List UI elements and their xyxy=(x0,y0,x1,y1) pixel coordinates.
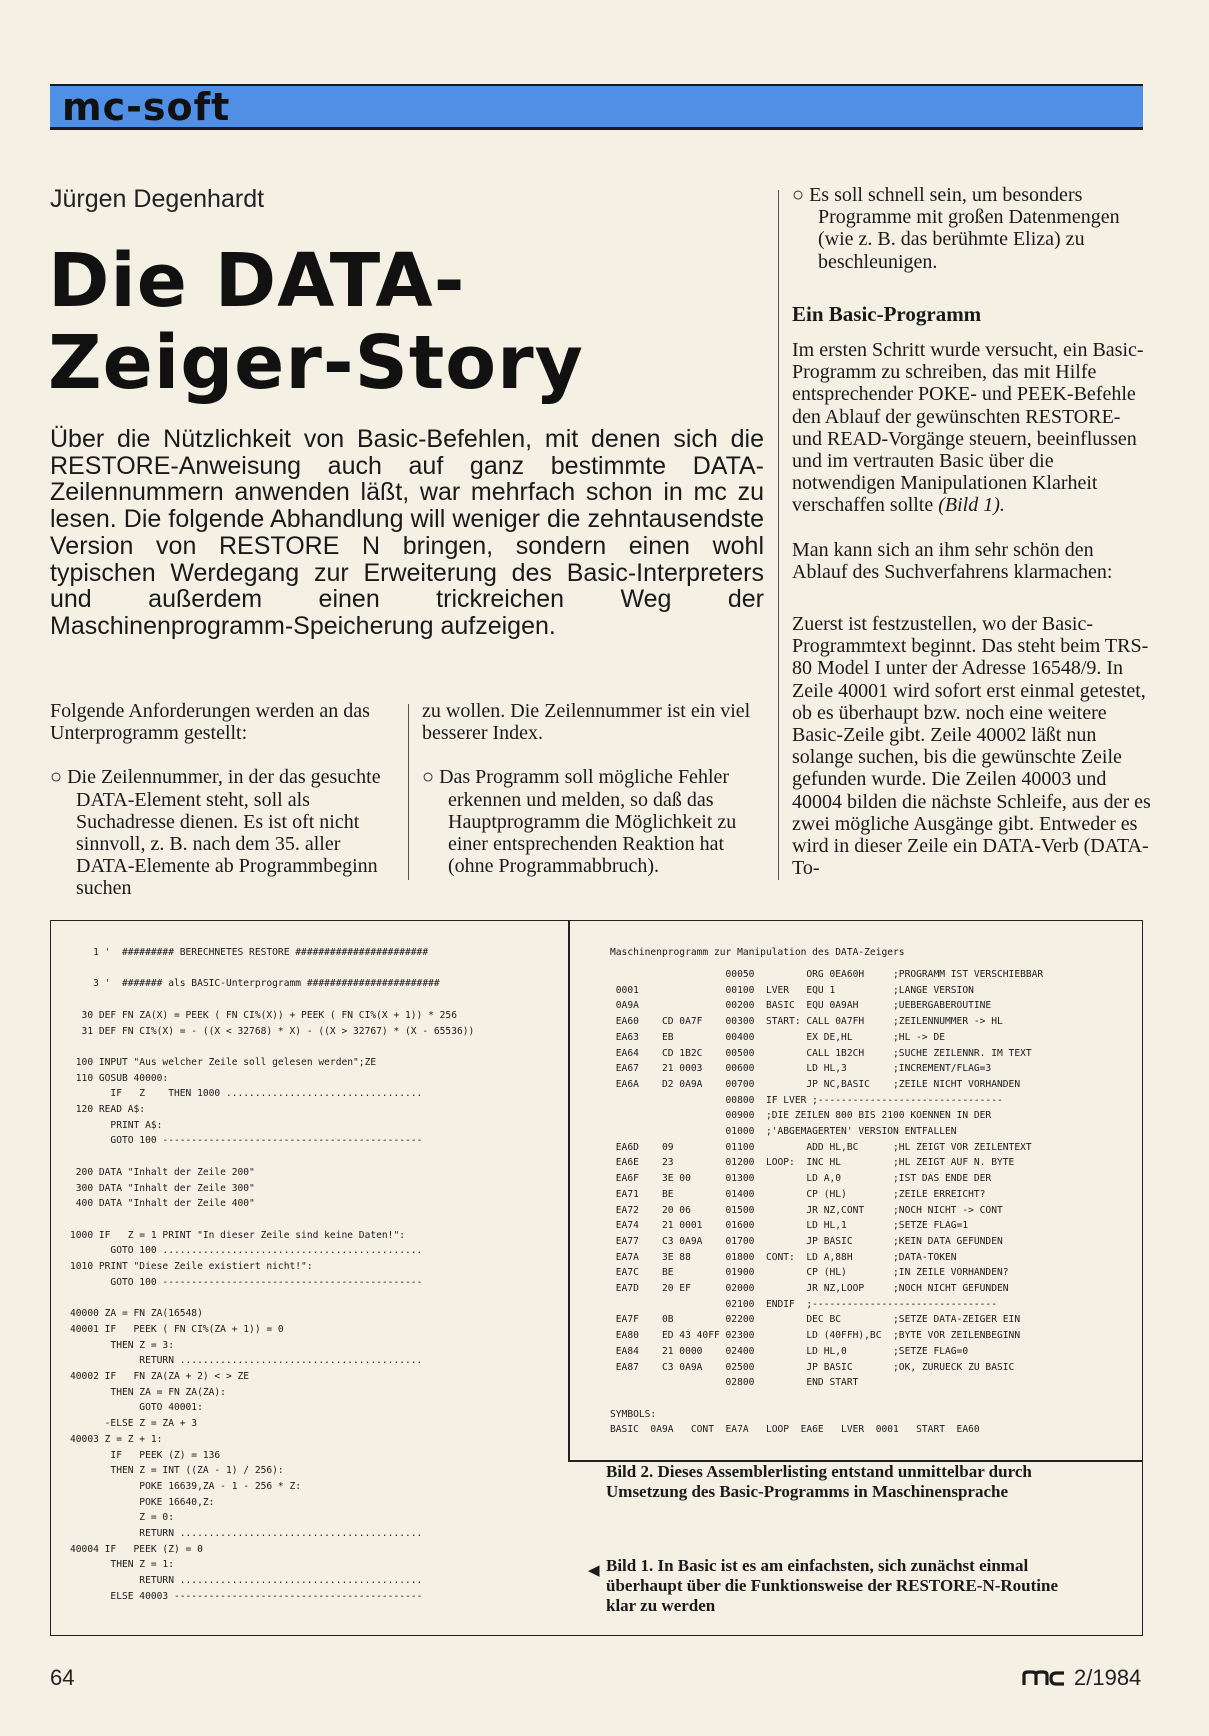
listing-divider xyxy=(568,920,570,1460)
author-name: Jürgen Degenhardt xyxy=(50,185,265,213)
article-title-line-1: Die DATA- xyxy=(48,238,466,324)
requirement-bullet: ○ Die Zeilennummer, in der das gesuchte DATA-Element steht, soll als Suchadresse dienen. Es ist oft nicht sinnvoll, z. B. nach dem 35. aller DATA-Elemente ab Programmbeginn suchen xyxy=(50,766,381,900)
text-column-2 xyxy=(422,700,772,877)
column-divider xyxy=(408,704,409,880)
section-label: mc-soft xyxy=(62,85,231,129)
assembler-listing: 00050 ORG 0EA60H ;PROGRAMM IST VERSCHIEBBAR 0001 00100 LVER EQU 1 ;LANGE VERSION 0A9A 00200 BASIC EQU 0A9AH ;UEBERGABEROUTINE EA60 CD 0A7F 00300 START: CALL 0A7FH ;ZEILENNUMMER -> HL EA63 EB 00400 EX DE,HL ;HL -> DE EA64 CD 1B2C 00500 CALL 1B2CH ;SUCHE ZEILENNR. IM TEXT EA67 21 0003 00600 LD HL,3 ;INCREMENT/FLAG=3 EA6A D2 0A9A 00700 JP NC,BASIC ;ZEILE NICHT VORHANDEN 00800 IF LVER ;-------------------------------- 00900 ;DIE ZEILEN 800 BIS 2100 KOENNEN IN DER 01000 ;'ABGEMAGERTEN' VERSION ENTFALLEN EA6D 09 01100 ADD HL,BC ;HL ZEIGT VOR ZEILENTEXT EA6E 23 01200 LOOP: INC HL ;HL ZEIGT AUF N. BYTE EA6F 3E 00 01300 LD A,0 ;IST DAS ENDE DER EA71 BE 01400 CP (HL) ;ZEILE ERREICHT? EA72 20 06 01500 JR NZ,CONT ;NOCH NICHT -> CONT EA74 21 0001 01600 LD HL,1 ;SETZE FLAG=1 EA77 C3 0A9A 01700 JP BASIC ;KEIN DATA GEFUNDEN EA7A 3E 88 01800 CONT: LD A,88H ;DATA-TOKEN EA7C BE 01900 CP (HL) ;IN ZEILE VORHANDEN? EA7D 20 EF 02000 JR NZ,LOOP ;NOCH NICHT GEFUNDEN 02100 ENDIF ;-------------------------------- EA7F 0B 02200 DEC BC ;SETZE DATA-ZEIGER EIN EA80 ED 43 40FF 02300 LD (40FFH),BC ;BYTE VOR ZEILENBEGINN EA84 21 0000 02400 LD HL,0 ;SETZE FLAG=0 EA87 C3 0A9A 02500 JP BASIC ;OK, ZURUECK ZU BASIC 02800 END START SYMBOLS: BASIC 0A9A CONT EA7A LOOP EA6E LVER 0001 START EA60 xyxy=(610,969,1044,1436)
paragraph: Zuerst ist festzustellen, wo der Basic-Programmtext beginnt. Das steht beim TRS-80 Model I unter der Adresse 16548/9. In Zeile 40001 wird sofort erst einmal getestet, ob es überhaupt bzw. noch eine weitere Basic-Zeile gibt. Zeile 40002 läßt nun solange suchen, bis die gewünschte Zeile gefunden wurde. Die Zeilen 40003 und 40004 bilden die nächste Schleife, aus der es zwei mögliche Ausgänge gibt. Entweder es wird in dieser Zeile ein DATA-Verb (DATA-To- xyxy=(792,613,1151,880)
article-lead: Über die Nützlichkeit von Basic-Befehlen, mit denen sich die RESTORE-Anweisung auch auf ganz bestimmte DATA-Zeilennummern anwenden läßt, war mehrfach schon in mc zu lesen. Die folgende Abhandlung will weniger die zehntausendste Version von RESTORE N bringen, sondern einen wohl typischen Werdegang zur Erweiterung des Basic-Interpreters und außerdem einen trickreichen Weg der Maschinenprogramm-Speicherung aufzeigen. xyxy=(50,425,764,640)
paragraph: zu wollen. Die Zeilennummer ist ein viel besserer Index. xyxy=(422,700,751,745)
figure-reference: (Bild 1). xyxy=(938,494,1005,517)
paragraph-text: Im ersten Schritt wurde versucht, ein Basic-Programm zu schreiben, das mit Hilfe entsprechender POKE- und PEEK-Befehle den Ablauf der gewünschten RESTORE- und READ-Vorgänge steuern, beeinflussen und im vertrauten Basic über die notwendigen Manipulationen Klarheit verschaffen sollte xyxy=(792,339,1144,517)
figure-caption-bild-1: Bild 1. In Basic ist es am einfachsten, sich zunächst einmal überhaupt über die Funktionsweise der RESTORE-N-Routine klar zu werden xyxy=(606,1556,1058,1615)
figure-caption-bild-2: Bild 2. Dieses Assemblerlisting entstand unmittelbar durch Umsetzung des Basic-Programms in Maschinensprache xyxy=(606,1462,1032,1501)
paragraph xyxy=(792,339,1152,517)
mc-logo-icon xyxy=(1022,1670,1066,1686)
paragraph: Folgende Anforderungen werden an das Unterprogramm gestellt: xyxy=(50,700,370,745)
issue-number: 2/1984 xyxy=(1074,1665,1142,1690)
assembler-listing-title: Maschinenprogramm zur Manipulation des DATA-Zeigers xyxy=(610,947,905,958)
text-column-1 xyxy=(50,700,397,900)
arrow-left-icon: ◀ xyxy=(588,1563,600,1579)
text-column-3 xyxy=(792,184,1152,879)
requirement-bullet: ○ Das Programm soll mögliche Fehler erkennen und melden, so daß das Hauptprogramm die Möglichkeit zu einer entsprechenden Reaktion hat (ohne Programmabbruch). xyxy=(422,766,737,878)
basic-listing: 1 ' ######### BERECHNETES RESTORE ####################### 3 ' ####### als BASIC-Unterprogramm ####################### 30 DEF FN ZA(X) = PEEK ( FN CI%(X)) + PEEK ( FN CI%(X + 1)) * 256 31 DEF FN CI%(X) = - ((X < 32768) * X) - ((X > 32767) * (X - 65536)) 100 INPUT "Aus welcher Zeile soll gelesen werden";ZE 110 GOSUB 40000: IF Z THEN 1000 .................................. 120 READ A$: PRINT A$: GOTO 100 --------------------------------------------- 200 DATA "Inhalt der Zeile 200" 300 DATA "Inhalt der Zeile 300" 400 DATA "Inhalt der Zeile 400" 1000 IF Z = 1 PRINT "In dieser Zeile sind keine Daten!": GOTO 100 ............................................. 1010 PRINT "Diese Zeile existiert nicht!": GOTO 100 --------------------------------------------- 40000 ZA = FN ZA(16548) 40001 IF PEEK ( FN CI%(ZA + 1)) = 0 THEN Z = 3: RETURN .......................................... 40002 IF FN ZA(ZA + 2) < > ZE THEN ZA = FN ZA(ZA): GOTO 40001: -ELSE Z = ZA + 3 40003 Z = Z + 1: IF PEEK (Z) = 136 THEN Z = INT ((ZA - 1) / 256): POKE 16639,ZA - 1 - 256 * Z: POKE 16640,Z: Z = 0: RETURN .......................................... 40004 IF PEEK (Z) = 0 THEN Z = 1: RETURN .......................................... ELSE 40003 ------------------------------------------- xyxy=(70,947,475,1602)
paragraph: Man kann sich an ihm sehr schön den Ablauf des Suchverfahrens klarmachen: xyxy=(792,538,1113,583)
requirement-bullet: ○ Es soll schnell sein, um besonders Programme mit großen Datenmengen (wie z. B. das berühmte Eliza) zu beschleunigen. xyxy=(792,184,1120,273)
subheading: Ein Basic-Programm xyxy=(792,301,982,326)
column-divider xyxy=(778,190,779,880)
page-number: 64 xyxy=(50,1665,75,1690)
article-title-line-2: Zeiger-Story xyxy=(48,320,584,406)
